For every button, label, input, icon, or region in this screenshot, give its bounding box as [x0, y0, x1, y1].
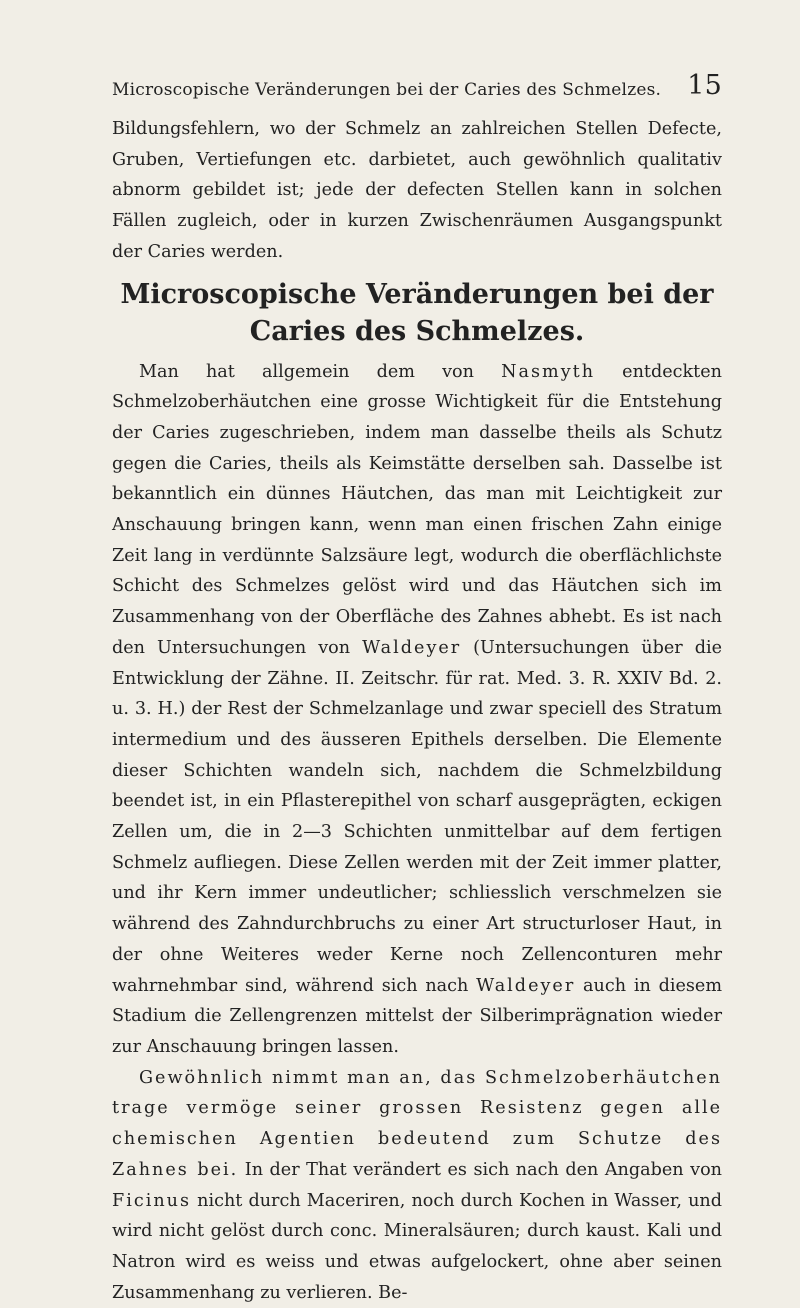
running-title: Microscopische Veränderungen bei der Caries des Schmelzes. — [112, 80, 662, 100]
emphasized-sentence: Gewöhnlich nimmt man an, das Schmelzoberhäutchen trage vermöge seiner grossen Resistenz gegen alle chemischen Agentien bedeutend zum Schutze des Zahnes bei. — [112, 1067, 722, 1180]
text-run: entdeckten Schmelzoberhäutchen eine grosse Wichtigkeit für die Entstehung der Caries zugeschrieben, indem man dasselbe theils als Schutz gegen die Caries, theils als Keimstätte derselben sah. Dasselbe ist bekanntlich ein dünnes Häutchen, das man mit Leichtigkeit zur Anschauung bringen kann, wenn man einen frischen Zahn einige Zeit lang in verdünnte Salzsäure legt, wodurch die oberflächlichste Schicht des Schmelzes gelöst wird und das Häutchen sich im Zusammenhang von der Oberfläche des Zahnes abhebt. Es ist nach den Untersuchungen von — [112, 361, 722, 658]
author-name-ficinus: Ficinus — [112, 1190, 192, 1211]
author-name-waldeyer: Waldeyer — [362, 637, 462, 658]
text-run: nicht durch Maceriren, noch durch Kochen in Wasser, und wird nicht gelöst durch conc. Mineralsäuren; durch kaust. Kali und Natron wird es weiss und etwas aufgelockert, ohne aber seinen Zusammenhang zu verlieren. Be- — [112, 1190, 722, 1303]
paragraph-resistenz — [112, 1063, 722, 1308]
text-run: auch in diesem Stadium die Zellengrenzen mittelst der Silberimprägnation wieder zur Anschauung bringen lassen. — [112, 975, 723, 1057]
page-number: 15 — [687, 70, 722, 101]
section-title: Microscopische Veränderungen bei der Caries des Schmelzes. — [120, 278, 714, 347]
text-run: Man hat allgemein dem von — [139, 361, 502, 382]
text-run: In der That verändert es sich nach den Angaben von — [238, 1159, 722, 1180]
intro-paragraph: Bildungsfehlern, wo der Schmelz an zahlreichen Stellen Defecte, Gruben, Vertiefungen etc. darbietet, auch gewöhnlich qualitativ abnorm gebildet ist; jede der defecten Stellen kann in solchen Fällen zugleich, oder in kurzen Zwischenräumen Ausgangspunkt der Caries werden. — [112, 119, 722, 262]
author-name-waldeyer: Waldeyer — [476, 975, 576, 996]
page-body — [112, 114, 722, 1308]
running-header — [112, 72, 722, 114]
paragraph-schmelzoberhaeutchen — [112, 357, 722, 1063]
author-name-nasmyth: Nasmyth — [501, 361, 596, 382]
text-run: (Untersuchungen über die Entwicklung der Zähne. II. Zeitschr. für rat. Med. 3. R. XXIV Bd. 2. u. 3. H.) der Rest der Schmelzanlage und zwar speciell des Stratum intermedium und des äusseren Epithels derselben. Die Elemente dieser Schichten wandeln sich, nachdem die Schmelzbildung beendet ist, in ein Pflasterepithel von scharf ausgeprägten, eckigen Zellen um, die in 2—3 Schichten unmittelbar auf dem fertigen Schmelz aufliegen. Diese Zellen werden mit der Zeit immer platter, und ihr Kern immer undeutlicher; schliesslich verschmelzen sie während des Zahndurchbruchs zu einer Art structurloser Haut, in der ohne Weiteres weder Kerne noch Zellenconturen mehr wahrnehmbar sind, während sich nach — [112, 637, 722, 996]
